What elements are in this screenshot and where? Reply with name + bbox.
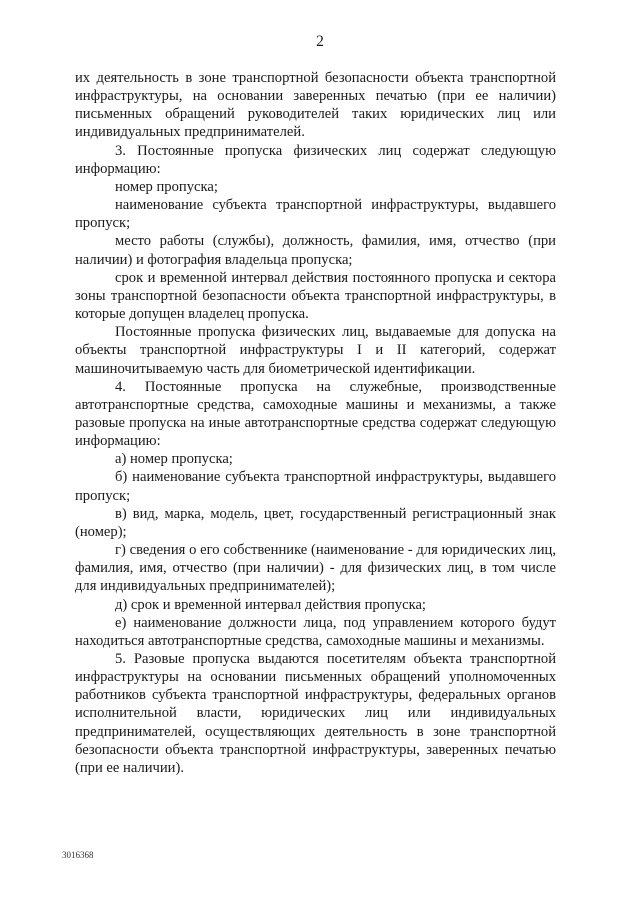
- paragraph: номер пропуска;: [115, 178, 218, 195]
- paragraph: е) наименование должности лица, под управлением которого будут находиться автотранспортные средства, самоходные машины и механизмы.: [75, 614, 556, 649]
- paragraph: б) наименование субъекта транспортной инфраструктуры, выдавшего пропуск;: [75, 469, 556, 504]
- paragraph: 5. Разовые пропуска выдаются посетителям объекта транспортной инфраструктуры на основании письменных обращений уполномоченных работников субъекта транспортной инфраструктуры, федеральных органов исполнительной власти, юридических лиц или индивидуальных предпринимателей, осуществляющих деятельность в зоне транспортной безопасности объекта транспортной инфраструктуры, заверенных печатью (при ее наличии).: [75, 651, 556, 776]
- paragraph: их деятельность в зоне транспортной безопасности объекта транспортной инфраструктуры, на основании заверенных печатью (при ее наличии) письменных обращений руководителей таких юридических лиц или индивидуальных предпринимателей.: [75, 70, 556, 141]
- paragraph: в) вид, марка, модель, цвет, государственный регистрационный знак (номер);: [75, 505, 556, 540]
- paragraph: д) срок и временной интервал действия пропуска;: [115, 596, 426, 613]
- document-body: [75, 69, 556, 777]
- paragraph: г) сведения о его собственнике (наименование - для юридических лиц, фамилия, имя, отчество (при наличии) - для физических лиц, в том числе для индивидуальных предпринимателей);: [75, 542, 556, 595]
- footer-code: 3016368: [62, 850, 94, 860]
- paragraph: 3. Постоянные пропуска физических лиц содержат следующую информацию:: [75, 142, 556, 177]
- paragraph: а) номер пропуска;: [115, 451, 233, 468]
- paragraph: место работы (службы), должность, фамилия, имя, отчество (при наличии) и фотография владельца пропуска;: [75, 233, 556, 268]
- paragraph: срок и временной интервал действия постоянного пропуска и сектора зоны транспортной безопасности объекта транспортной инфраструктуры, в которые допущен владелец пропуска.: [75, 269, 556, 323]
- paragraph: 4. Постоянные пропуска на служебные, производственные автотранспортные средства, самоходные машины и механизмы, а также разовые пропуска на иные автотранспортные средства содержат следующую информацию:: [75, 378, 556, 450]
- paragraph: наименование субъекта транспортной инфраструктуры, выдавшего пропуск;: [75, 197, 556, 232]
- page-number: 2: [316, 33, 324, 50]
- paragraph: Постоянные пропуска физических лиц, выдаваемые для допуска на объекты транспортной инфраструктуры I и II категорий, содержат машиночитываемую часть для биометрической идентификации.: [75, 324, 556, 377]
